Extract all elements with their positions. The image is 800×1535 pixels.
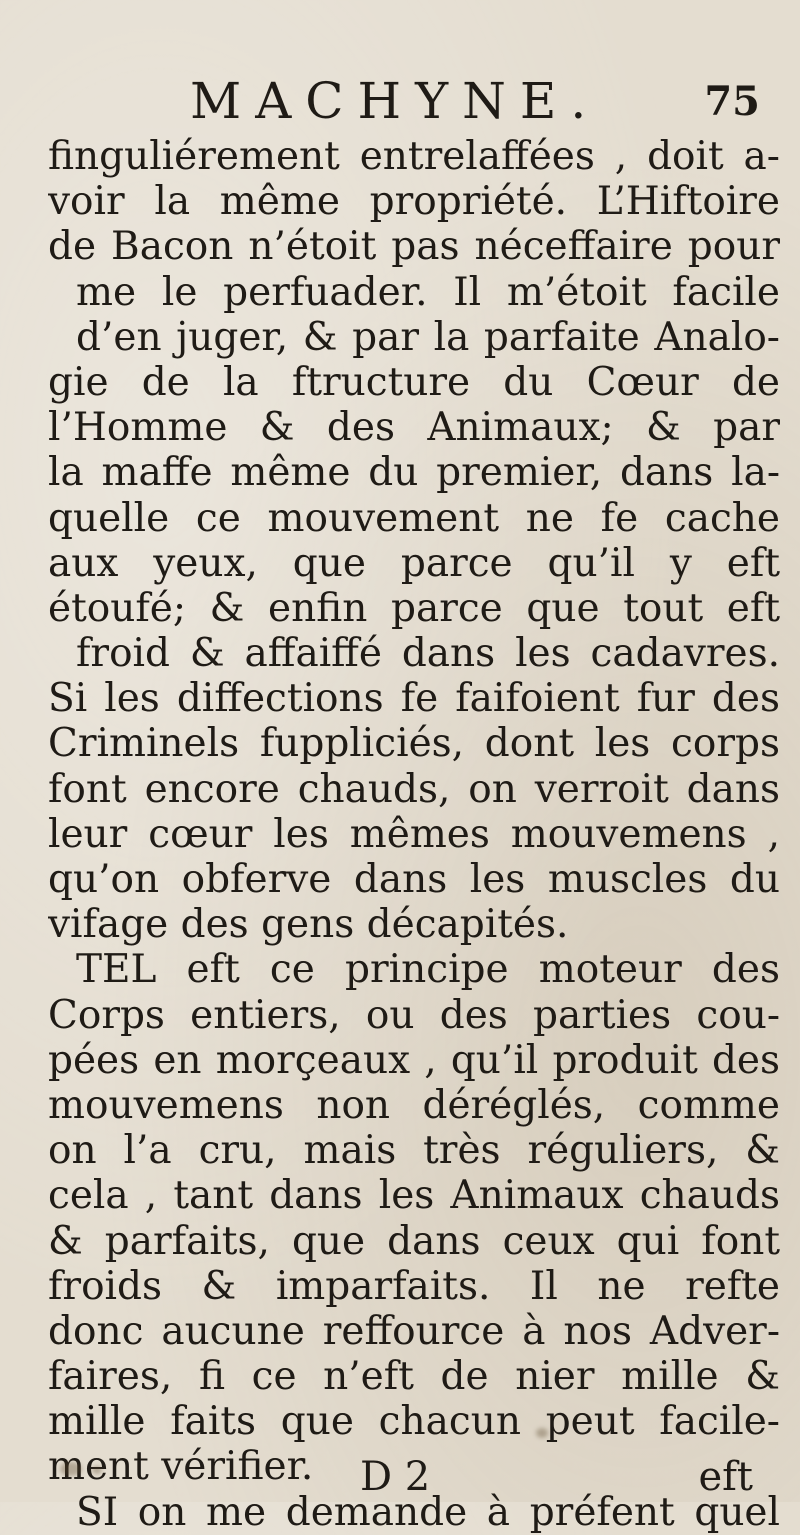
text-line: quelle ce mouvement ne fe cache <box>48 495 780 541</box>
text-line: voir la même propriété. L’Hiftoire <box>48 179 780 225</box>
text-line: aux yeux, que parce qu’il y eft <box>48 540 780 586</box>
ink-smudge <box>536 1428 548 1438</box>
text-line: mille faits que chacun peut facile- <box>48 1399 780 1445</box>
page-header <box>190 72 770 134</box>
text-line: on l’a cru, mais très réguliers, & <box>48 1128 780 1174</box>
text-line: froids & imparfaits. Il ne refte <box>48 1263 780 1309</box>
text-line: de Bacon n’étoit pas néceffaire pour <box>48 224 780 270</box>
text-line: cela , tant dans les Animaux chauds <box>48 1173 780 1219</box>
footer-line <box>48 1454 773 1500</box>
text-line: Criminels fuppliciés, dont les corps <box>48 721 780 767</box>
catchword: eft <box>698 1454 753 1500</box>
text-line: ment vérifier. <box>48 1444 314 1490</box>
signature-mark: D 2 <box>360 1454 431 1500</box>
text-line: étoufé; & enfin parce que tout eft <box>48 585 780 631</box>
text-line: leur cœur les mêmes mouvemens , <box>48 811 780 857</box>
ink-smudge <box>92 1466 102 1474</box>
text-line: Si les diffections fe faifoient fur des <box>48 676 780 722</box>
text-line: l’Homme & des Animaux; & par <box>48 405 780 451</box>
text-line: la maffe même du premier, dans la- <box>48 450 780 496</box>
text-line: pées en morçeaux , qu’il produit des <box>48 1037 780 1083</box>
page-number: 75 <box>704 78 760 125</box>
body-text <box>48 134 780 1535</box>
text-line: d’en juger, & par la parfaite Analo- <box>76 314 780 360</box>
text-line: font encore chauds, on verroit dans <box>48 766 780 812</box>
text-line: & parfaits, que dans ceux qui font <box>48 1218 780 1264</box>
text-line: vifage des gens décapités. <box>48 902 569 948</box>
text-line: qu’on obferve dans les muscles du <box>48 857 780 902</box>
text-line: Corps entiers, ou des parties cou- <box>48 992 780 1038</box>
text-line: me le perfuader. Il m’étoit facile <box>76 269 780 315</box>
text-line: finguliérement entrelaffées , doit a- <box>48 134 780 179</box>
text-line: faires, fi ce n’eft de nier mille & <box>48 1354 780 1400</box>
text-line: donc aucune reffource à nos Adver- <box>48 1308 780 1354</box>
text-line: froid & affaiffé dans les cadavres. <box>76 631 780 677</box>
ink-smudge <box>60 1462 82 1476</box>
text-line: TEL eft ce principe moteur des <box>76 947 780 993</box>
text-line: mouvemens non déréglés, comme <box>48 1082 780 1128</box>
text-line: SI on me demande à préfent quel <box>76 1489 780 1535</box>
running-title: MACHYNE. <box>190 72 601 130</box>
text-line: gie de la ftructure du Cœur de <box>48 359 780 405</box>
